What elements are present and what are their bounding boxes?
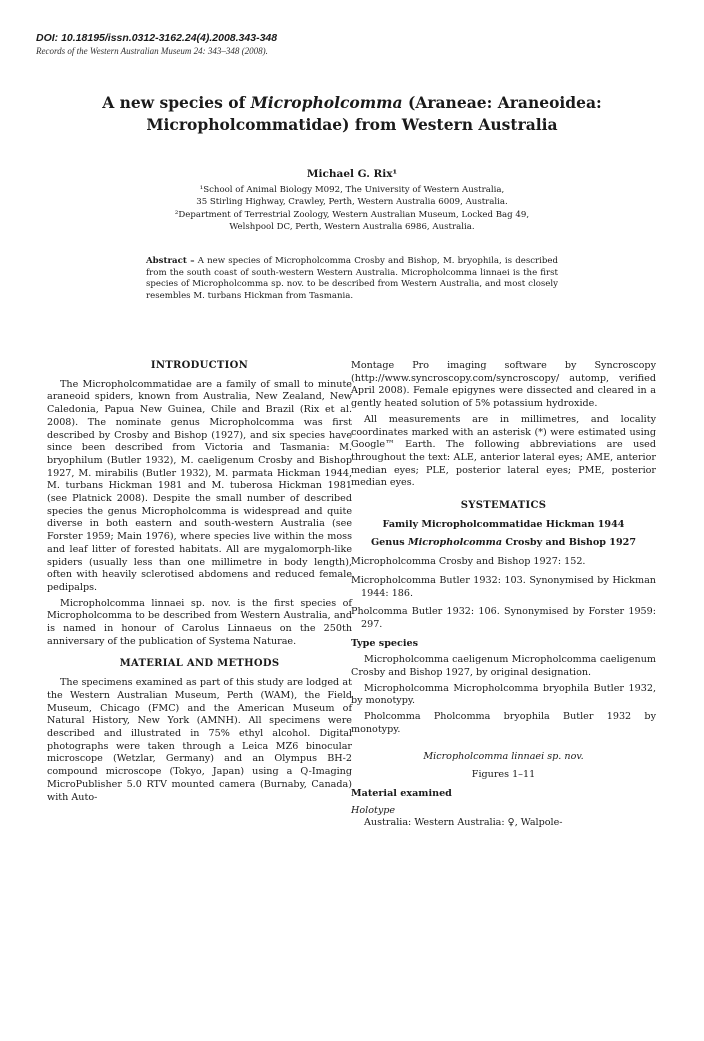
right-column [351,360,656,833]
intro-paragraph-2: Micropholcomma linnaei sp. nov. is the first species of Micropholcomma to be described from Western Australia, and is named in honour of Carolus Linnaeus on the 250th anniversary of the publication of Systema Naturae. [47,597,352,647]
abstract-text: A new species of Micropholcomma Crosby and Bishop, M. bryophila, is described from the south coast of south-western Western Australia. Micropholcomma linnaei is the first species of Micropholcomma sp. nov. to be described from Western Australia, and most closely resembles M. turbans Hickman from Tasmania. [146,256,558,301]
species-heading: Micropholcomma linnaei sp. nov. [423,750,584,762]
type-species-entry: Pholcomma Pholcomma bryophila Butler 1932 by monotypy. [351,711,656,735]
genus-heading [351,537,656,550]
affiliation-line: ¹School of Animal Biology M092, The University of Western Australia, [199,185,505,195]
journal-citation: Records of the Western Australian Museum 24: 343–348 (2008). [36,46,268,56]
methods-paragraph-1: The specimens examined as part of this study are lodged at the Western Australian Museum, Perth (WAM), the Field Museum, Chicago (FMC) and the American Museum of Natural History, New York (AMNH). All specimens were described and illustrated in 75% ethyl alcohol. Digital photographs were taken through a Leica MZ6 binocular microscope (Wetzlar, Germany) and an Olympus BH-2 compound microscope (Tokyo, Japan) using a Q-Imaging MicroPublisher 5.0 RTV mounted camera (Burnaby, Canada) with Auto- [47,677,352,803]
synonymy-entry: Micropholcomma Butler 1932: 103. Synonymised by Hickman 1944: 186. [351,574,656,599]
title-part1: A new species of [102,93,251,112]
title-part2: (Araneae: Araneoidea: [402,93,602,112]
left-column [47,360,352,807]
methods-continued: Montage Pro imaging software by Syncroscopy (http://www.syncroscopy.com/syncroscopy/ automp, verified April 2008). Female epigynes were dissected and cleared in a gently heated solution of 5% potassium hydroxide. [351,360,656,410]
family-heading: Family Micropholcommatidae Hickman 1944 [382,518,625,530]
affiliations [120,184,584,234]
genus-name: Micropholcomma [407,537,503,549]
type-species-entry: Micropholcomma Micropholcomma bryophila Butler 1932, by monotypy. [351,682,656,707]
abstract-label: Abstract – [146,256,195,266]
genus-suffix: Crosby and Bishop 1927 [502,537,637,549]
figures-reference: Figures 1–11 [471,769,536,781]
doi-line: DOI: 10.18195/issn.0312-3162.24(4).2008.343-348 [36,32,278,44]
methods-paragraph-2: All measurements are in millimetres, and locality coordinates marked with an asterisk (*) were estimated using Google™ Earth. The following abbreviations are used throughout the text: ALE, anterior lateral eyes; AME, anterior median eyes; PLE, posterior lateral eyes; PME, posterior median eyes. [351,413,656,489]
methods-heading: MATERIAL AND METHODS [119,658,280,670]
holotype-label: Holotype [351,804,396,816]
title-line2: Micropholcommatidae) from Western Australia [146,115,558,134]
affiliation-line: ²Department of Terrestrial Zoology, Western Australian Museum, Locked Bag 49, [174,209,530,220]
systematics-heading: SYSTEMATICS [460,500,547,512]
author-name: Michael G. Rix¹ [306,168,398,180]
type-species-heading: Type species [351,637,419,649]
synonymy-entry: Micropholcomma Crosby and Bishop 1927: 152. [351,556,586,568]
genus-prefix: Genus [370,537,408,549]
abstract [146,256,558,302]
holotype-text: Australia: Western Australia: ♀, Walpole- [364,817,563,829]
material-examined-heading: Material examined [351,787,452,799]
affiliation-line: 35 Stirling Highway, Crawley, Perth, Western Australia 6009, Australia. [196,197,508,208]
title-genus: Micropholcomma [250,93,403,112]
synonymy-entry: Pholcomma Butler 1932: 106. Synonymised by Forster 1959: 297. [351,606,656,630]
type-species-entry: Micropholcomma caeligenum Micropholcomma caeligenum Crosby and Bishop 1927, by original designation. [351,654,656,679]
affiliation-line: Welshpool DC, Perth, Western Australia 6986, Australia. [229,222,475,233]
intro-paragraph-1: The Micropholcommatidae are a family of small to minute araneoid spiders, known from Australia, New Zealand, New Caledonia, Papua New Guinea, Chile and Brazil (Rix et al. 2008). The nominate genus Micropholcomma was first described by Crosby and Bishop (1927), and six species have since been described from Victoria and Tasmania: M. bryophilum (Butler 1932), M. caeligenum Crosby and Bishop 1927, M. mirabilis (Butler 1932), M. parmata Hickman 1944, M. turbans Hickman 1981 and M. tuberosa Hickman 1981 (see Platnick 2008). Despite the small number of described species the genus Micropholcomma is widespread and quite diverse in both eastern and south-western Australia (see Forster 1959; Main 1976), where species live within the moss and leaf litter of forested habitats. All are mygalomorph-like spiders (usually less than one millimetre in body length), often with heavily sclerotised abdomens and reduced female pedipalps. [47,378,352,593]
introduction-heading: INTRODUCTION [150,360,249,371]
article-title [80,92,624,136]
